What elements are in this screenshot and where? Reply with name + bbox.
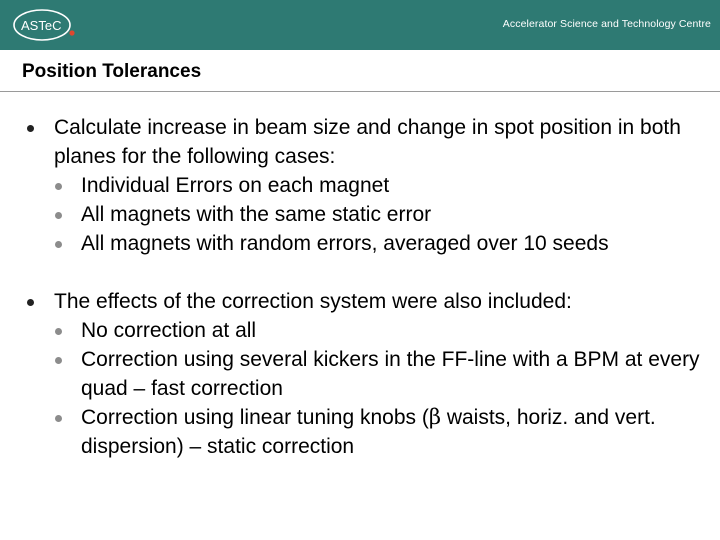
sub-bullet-icon bbox=[55, 183, 62, 190]
sub-bullet-icon bbox=[55, 212, 62, 219]
sub-bullet-item bbox=[0, 345, 720, 403]
sub-bullet-text: Individual Errors on each magnet bbox=[81, 174, 390, 197]
slide-content bbox=[0, 113, 720, 461]
slide-title: Position Tolerances bbox=[22, 61, 202, 82]
sub-bullet-icon bbox=[55, 241, 62, 248]
bullet-icon bbox=[27, 299, 34, 306]
bullet-item bbox=[0, 287, 720, 316]
bullet-text: Calculate increase in beam size and change in spot position in both planes for the following cases: bbox=[54, 116, 681, 168]
org-name: Accelerator Science and Technology Centre bbox=[502, 18, 711, 30]
bullet-text: The effects of the correction system were also included: bbox=[54, 290, 572, 313]
sub-bullet-item bbox=[0, 171, 720, 200]
sub-bullet-text: All magnets with random errors, averaged over 10 seeds bbox=[81, 232, 609, 255]
sub-bullet-item bbox=[0, 200, 720, 229]
bullet-item bbox=[0, 113, 720, 171]
header-bar bbox=[0, 0, 720, 50]
sub-bullet-text-after: waists, horiz. and vert. dispersion) – static correction bbox=[81, 406, 656, 458]
sub-bullet-item bbox=[0, 403, 720, 461]
sub-bullet-text: No correction at all bbox=[81, 319, 257, 342]
sub-bullet-item bbox=[0, 316, 720, 345]
sub-bullet-text: All magnets with the same static error bbox=[81, 203, 432, 226]
title-divider bbox=[0, 91, 720, 92]
sub-bullet-text: Correction using several kickers in the FF-line with a BPM at every quad – fast correction bbox=[81, 348, 700, 400]
sub-bullet-icon bbox=[55, 328, 62, 335]
bullet-icon bbox=[27, 125, 34, 132]
astec-logo bbox=[12, 8, 76, 42]
svg-text:ASTeC: ASTeC bbox=[21, 18, 62, 33]
sub-bullet-text-before: Correction using linear tuning knobs ( bbox=[81, 406, 429, 429]
beta-symbol: β bbox=[428, 405, 441, 429]
sub-bullet-icon bbox=[55, 357, 62, 364]
bullet-gap bbox=[0, 258, 720, 287]
sub-bullet-item bbox=[0, 229, 720, 258]
sub-bullet-icon bbox=[55, 415, 62, 422]
